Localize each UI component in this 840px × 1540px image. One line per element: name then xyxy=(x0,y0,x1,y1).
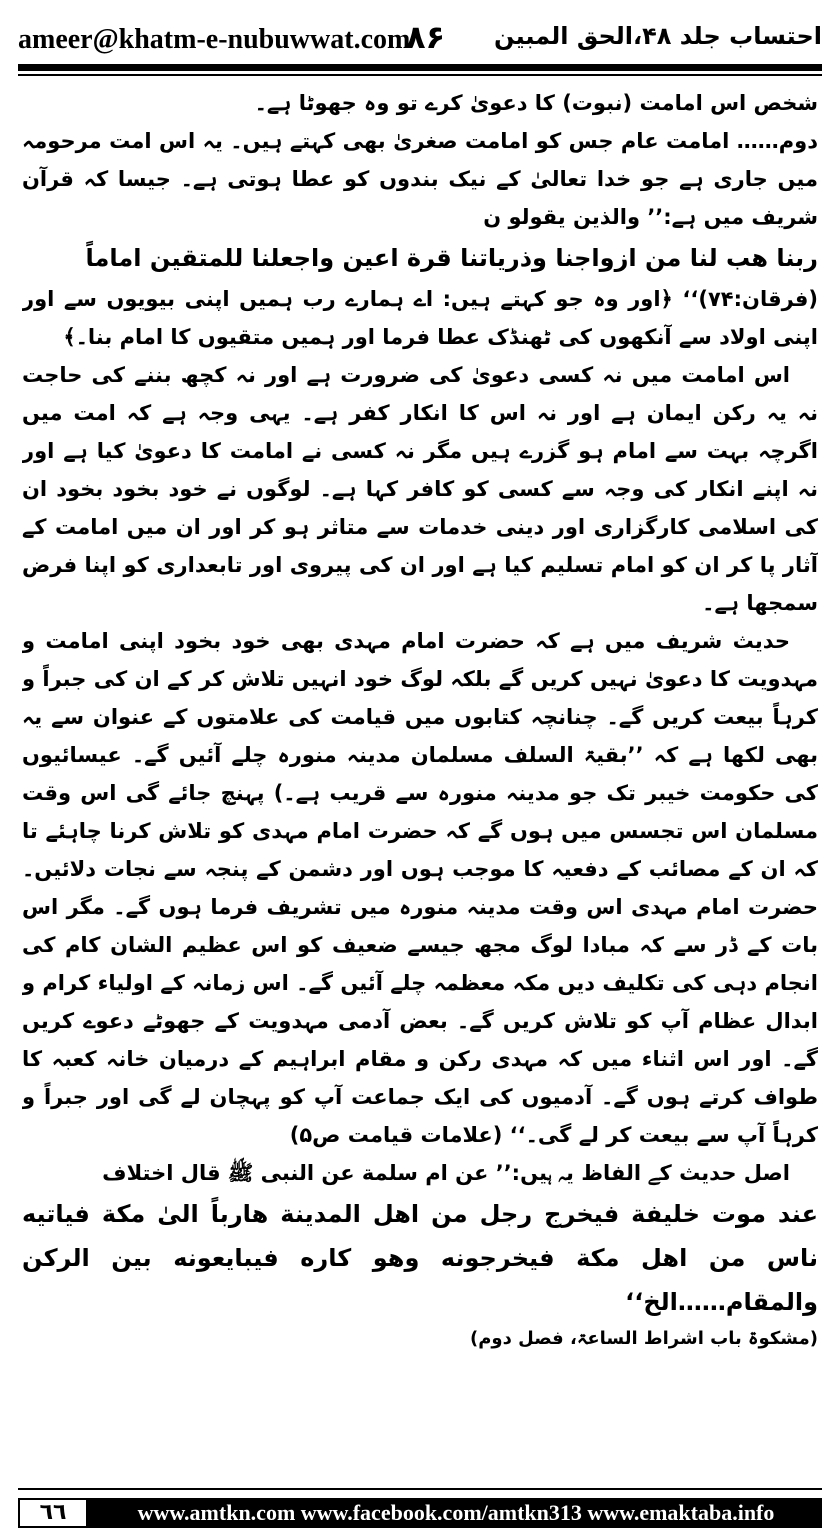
paragraph: اس امامت میں نہ کسی دعویٰ کی ضرورت ہے اور نہ کچھ بننے کی حاجت نہ یہ رکن ایمان ہے اور نہ اس کا انکار کفر ہے۔ یہی وجہ ہے کہ امت میں اگرچہ بہت سے امام ہو گزرے ہیں مگر نہ کسی نے امامت کا دعویٰ کیا ہے اور نہ اپنے انکار کی وجہ سے کسی کو کافر کہا ہے۔ لوگوں نے خود بخود بخود ان کی اسلامی کارگزاری اور دینی خدمات سے متاثر ہو کر اور ان میں امامت کے آثار پا کر ان کو امام تسلیم کیا ہے اور ان کی پیروی اور تابعداری کو اپنا فرض سمجھا ہے۔ xyxy=(22,363,818,615)
email-address: ameer@khatm-e-nubuwwat.com xyxy=(18,24,411,55)
body-text xyxy=(22,84,818,1439)
paragraph: شخص اس امامت (نبوت) کا دعویٰ کرے تو وہ جھوٹا ہے۔ xyxy=(254,91,818,115)
header-rule xyxy=(18,64,822,71)
paragraph: (فرقان:۷۴)‘‘ ﴿اور وہ جو کہتے ہیں: اے ہمارے رب ہمیں اپنی بیویوں سے اور اپنی اولاد سے آنکھوں کی ٹھنڈک عطا فرما اور ہمیں متقیوں کا امام بنا۔﴾ xyxy=(22,287,818,349)
paragraph: عند موت خلیفة فیخرج رجل من اهل المدینة هارباً الیٰ مکة فیاتیه ناس من اهل مکة فیخرجونه وهو کاره فیبایعونه بین الرکن والمقام……الخ‘‘ xyxy=(22,1200,818,1316)
page-header xyxy=(18,18,822,66)
footer-bar xyxy=(18,1498,822,1528)
footer-page-number: ٦٦ xyxy=(18,1498,88,1528)
paragraph: (مشکوۃ باب اشراط الساعۃ، فصل دوم) xyxy=(470,1328,818,1349)
page-number: ۸۶ xyxy=(406,18,446,56)
paragraph: حدیث شریف میں ہے کہ حضرت امام مہدی بھی خود بخود اپنی امامت و مہدویت کا دعویٰ نہیں کریں گے بلکہ لوگ خود انہیں تلاش کر کے ان کی جبراً و کرہاً بیعت کریں گے۔ چنانچہ کتابوں میں قیامت کی علامتوں کے عنوان سے یہ بھی لکھا ہے کہ ’’بقیۃ السلف مسلمان مدینہ منورہ چلے آئیں گے۔ عیسائیوں کی حکومت خیبر تک جو مدینہ منورہ سے قریب ہے۔) پہنچ جائے گی اس وقت مسلمان اس تجسس میں ہوں گے کہ حضرت امام مہدی کو تلاش کرنا چاہئے تا کہ ان کے مصائب کے دفعیہ کا موجب ہوں اور دشمن کے پنجہ سے نجات دلائیں۔ حضرت امام مہدی اس وقت مدینہ منورہ میں تشریف فرما ہوں گے۔ مگر اس بات کے ڈر سے کہ مبادا لوگ مجھ جیسے ضعیف کو اس عظیم الشان کام کی انجام دہی کی تکلیف دیں مکہ معظمہ چلے آئیں گے۔ اس زمانہ کے اولیاء کرام و ابدال عظام آپ کو تلاش کریں گے۔ بعض آدمی مہدویت کے جھوٹے دعوے کریں گے۔ اور اس اثناء میں کہ مہدی رکن و مقام ابراہیم کے درمیان خانہ کعبہ کا طواف کرتے ہوں گے۔ آدمیوں کی ایک جماعت آپ کو پہچان لے گی اور جبراً و کرہاً آپ سے بیعت کر لے گی۔‘‘ (علامات قیامت ص۵) xyxy=(22,629,818,1147)
paragraph: اصل حدیث کے الفاظ یہ ہیں:’’ عن ام سلمة عن النبی ﷺ قال اختلاف xyxy=(102,1161,790,1185)
paragraph: دوم…… امامت عام جس کو امامت صغریٰ بھی کہتے ہیں۔ یہ اس امت مرحومہ میں جاری ہے جو خدا تعالیٰ کے نیک بندوں کو عطا ہوتی ہے۔ جیسا کہ قرآن شریف میں ہے:’’ والذین یقولو ن xyxy=(22,129,818,229)
running-head: احتساب جلد ۴۸،الحق المبین xyxy=(493,22,822,50)
page-footer xyxy=(18,1488,822,1528)
footer-urls: www.amtkn.com www.facebook.com/amtkn313 www.emaktaba.info xyxy=(137,1500,775,1525)
header-rule-thin xyxy=(18,74,822,76)
paragraph: ربنا هب لنا من ازواجنا وذریاتنا قرة اعین واجعلنا للمتقین اماماً xyxy=(85,244,818,272)
